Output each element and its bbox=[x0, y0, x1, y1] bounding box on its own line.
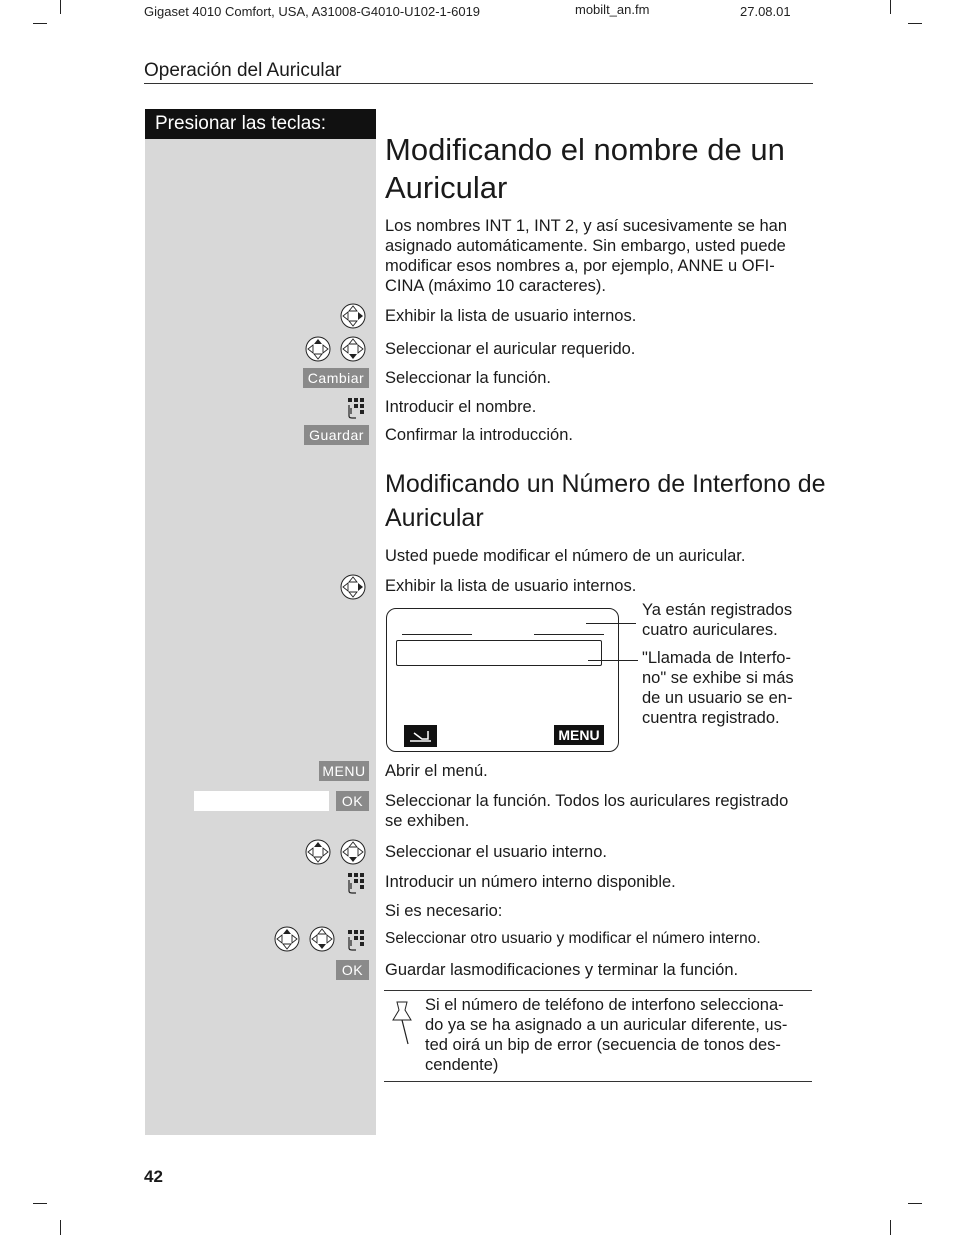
callout-registered: Ya están registrados cuatro auriculares. bbox=[642, 601, 793, 639]
note-text: Si el número de teléfono de interfono selecciona- do ya se ha asignado a un auricular diferente, us- ted oirá un bip de error (secuencia de tonos des- cendente) bbox=[425, 996, 788, 1074]
handset-display bbox=[386, 608, 619, 752]
step-show-list: Exhibir la lista de usuario internos. bbox=[385, 307, 637, 325]
note-top-rule bbox=[384, 990, 812, 991]
callout-line bbox=[586, 623, 636, 624]
step-select-function: Seleccionar la función. bbox=[385, 369, 552, 387]
section2-title-line1: Modificando un Número de Interfono de bbox=[385, 470, 826, 498]
crop-mark bbox=[60, 1220, 61, 1235]
doc-date: 27.08.01 bbox=[740, 4, 791, 19]
display-line bbox=[402, 634, 472, 635]
step-show-list-2: Exhibir la lista de usuario internos. bbox=[385, 577, 637, 595]
cambiar-key[interactable]: Cambiar bbox=[303, 368, 369, 388]
step-open-menu: Abrir el menú. bbox=[385, 762, 488, 780]
menu-key[interactable]: MENU bbox=[319, 761, 369, 781]
pushpin-icon bbox=[392, 1000, 418, 1046]
section2-intro: Usted puede modificar el número de un auricular. bbox=[385, 547, 746, 565]
keypad-icon[interactable] bbox=[347, 397, 367, 419]
step-select-handset: Seleccionar el auricular requerido. bbox=[385, 340, 636, 358]
crop-mark bbox=[33, 1203, 47, 1204]
navigation-key-up-icon[interactable] bbox=[305, 336, 331, 362]
crop-mark bbox=[908, 1203, 922, 1204]
file-name: mobilt_an.fm bbox=[575, 2, 650, 17]
step-select-ok: Seleccionar la función. Todos los auriculares registrado se exhiben. bbox=[385, 792, 789, 830]
crop-mark bbox=[60, 0, 61, 14]
navigation-key-down-icon[interactable] bbox=[340, 336, 366, 362]
display-menu-key[interactable]: MENU bbox=[554, 725, 604, 745]
page-number: 42 bbox=[144, 1167, 163, 1186]
step-save: Guardar lasmodificaciones y terminar la función. bbox=[385, 961, 739, 979]
crop-mark bbox=[908, 23, 922, 24]
display-line bbox=[534, 634, 604, 635]
note-bottom-rule bbox=[384, 1081, 812, 1082]
navigation-key-down-icon[interactable] bbox=[309, 926, 335, 952]
section1-title-line1: Modificando el nombre de un bbox=[385, 132, 785, 167]
step-enter-name: Introducir el nombre. bbox=[385, 398, 537, 416]
section2-title-line2: Auricular bbox=[385, 504, 484, 532]
step-enter-number: Introducir un número interno disponible. bbox=[385, 873, 676, 891]
back-icon[interactable] bbox=[404, 725, 437, 747]
step-if-needed: Si es necesario: bbox=[385, 902, 503, 920]
navigation-key-icon[interactable] bbox=[340, 303, 366, 329]
ok-key[interactable]: OK bbox=[336, 791, 369, 811]
keypad-icon[interactable] bbox=[347, 929, 367, 951]
guardar-key[interactable]: Guardar bbox=[304, 425, 369, 445]
header-rule bbox=[144, 83, 813, 84]
section1-title-line2: Auricular bbox=[385, 170, 508, 205]
callout-intercom: "Llamada de Interfo- no" se exhibe si más de un usuario se en- cuentra registrado. bbox=[642, 649, 794, 727]
keypad-icon[interactable] bbox=[347, 872, 367, 894]
step-select-other: Seleccionar otro usuario y modificar el número interno. bbox=[385, 930, 761, 947]
step-confirm: Confirmar la introducción. bbox=[385, 426, 573, 444]
navigation-key-icon[interactable] bbox=[340, 574, 366, 600]
keys-sidebar bbox=[145, 109, 376, 1135]
callout-line bbox=[588, 660, 638, 661]
ok-key[interactable]: OK bbox=[336, 960, 369, 980]
section1-intro: Los nombres INT 1, INT 2, y así sucesivamente se han asignado automáticamente. Sin embargo, usted puede modificar esos nombres a, por ejemplo, ANNE u OFI- CINA (máximo 10 caracteres). bbox=[385, 217, 787, 295]
menu-entry-placeholder bbox=[194, 791, 329, 811]
crop-mark bbox=[890, 0, 891, 14]
navigation-key-up-icon[interactable] bbox=[274, 926, 300, 952]
navigation-key-down-icon[interactable] bbox=[340, 839, 366, 865]
crop-mark bbox=[890, 1220, 891, 1235]
sidebar-title: Presionar las teclas: bbox=[145, 109, 376, 139]
step-select-user: Seleccionar el usuario interno. bbox=[385, 843, 607, 861]
section-title: Operación del Auricular bbox=[144, 60, 342, 81]
crop-mark bbox=[33, 23, 47, 24]
doc-id: Gigaset 4010 Comfort, USA, A31008-G4010-U102-1-6019 bbox=[144, 4, 481, 19]
display-highlight-bar bbox=[396, 640, 602, 666]
navigation-key-up-icon[interactable] bbox=[305, 839, 331, 865]
